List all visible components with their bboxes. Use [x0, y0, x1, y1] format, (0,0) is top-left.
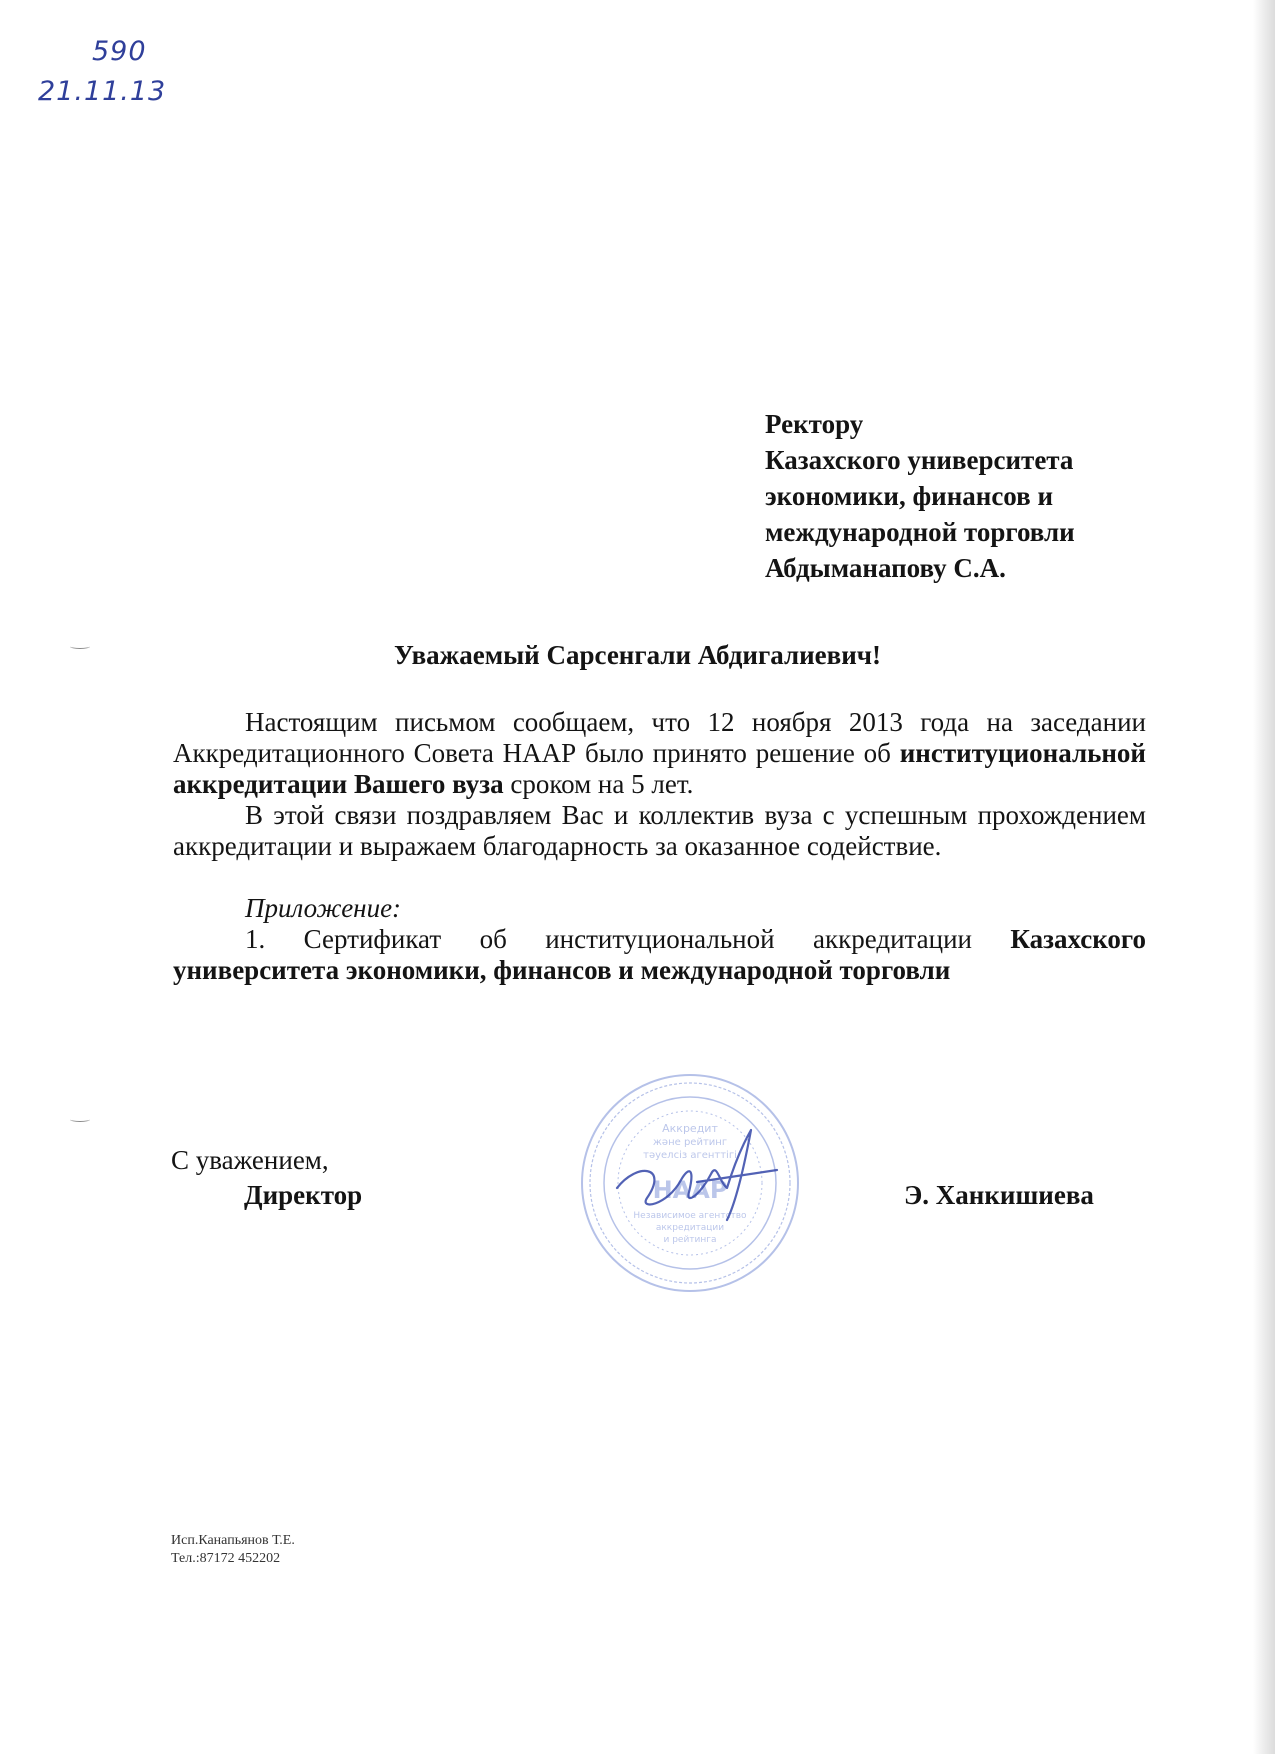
- appendix-label: [173, 893, 1146, 924]
- closing-regards: С уважением,: [171, 1145, 329, 1175]
- stamp-text-line: тәуелсіз агенттігі: [643, 1150, 737, 1161]
- scan-edge-shadow: [1253, 0, 1275, 1754]
- university-name: Казахского университета экономики, финансов и международной торговли: [173, 924, 1146, 985]
- organization-stamp: [577, 1070, 803, 1296]
- stamp-text-line: аккредитации: [655, 1223, 725, 1233]
- signer-position: Директор: [244, 1180, 363, 1210]
- letter-body: [173, 707, 1146, 986]
- accreditation-highlight: институциональной аккредитации Вашего вуза: [173, 738, 1146, 799]
- signer-name: Э. Ханкишиева: [904, 1180, 1094, 1210]
- paragraph-decision: [173, 707, 1146, 800]
- margin-mark: [70, 1117, 90, 1122]
- stamp-text-line: және рейтинг: [652, 1137, 728, 1148]
- addressee-line: экономики, финансов и: [765, 481, 1054, 511]
- stamp-text-line: Независимое агентство: [633, 1211, 747, 1221]
- addressee-line: Абдыманапову С.А.: [765, 553, 1006, 583]
- appendix-item-text: 1. Сертификат об институциональной аккредитации: [245, 924, 1011, 954]
- addressee-block: [765, 406, 1075, 586]
- handwritten-reg-number: 590: [92, 36, 147, 67]
- executor-name: Исп.Канапьянов Т.Е.: [171, 1533, 295, 1548]
- paragraph-text: сроком на 5 лет.: [503, 769, 694, 799]
- footer-contact: [171, 1532, 295, 1568]
- stamp-center-text: НААР: [652, 1176, 728, 1204]
- stamp-text-line: Аккредит: [662, 1122, 718, 1135]
- addressee-line: Казахского университета: [765, 445, 1074, 475]
- salutation: Уважаемый Сарсенгали Абдигалиевич!: [393, 640, 882, 670]
- addressee-line: международной торговли: [765, 517, 1075, 547]
- stamp-text-line: и рейтинга: [663, 1235, 717, 1245]
- handwritten-reg-date: 21.11.13: [38, 76, 167, 107]
- appendix-label-text: Приложение:: [245, 893, 402, 923]
- paragraph-text: Настоящим письмом сообщаем, что 12 ноября 2013 года на заседании Аккредитационного Совета НААР было принято решение об: [173, 707, 1146, 768]
- executor-phone: Тел.:87172 452202: [171, 1551, 281, 1566]
- paragraph-congratulations: В этой связи поздравляем Вас и коллектив вуза с успешным прохождением аккредитации и выражаем благодарность за оказанное содействие.: [173, 800, 1146, 861]
- addressee-line: Ректору: [765, 409, 864, 439]
- appendix-item: [173, 924, 1146, 986]
